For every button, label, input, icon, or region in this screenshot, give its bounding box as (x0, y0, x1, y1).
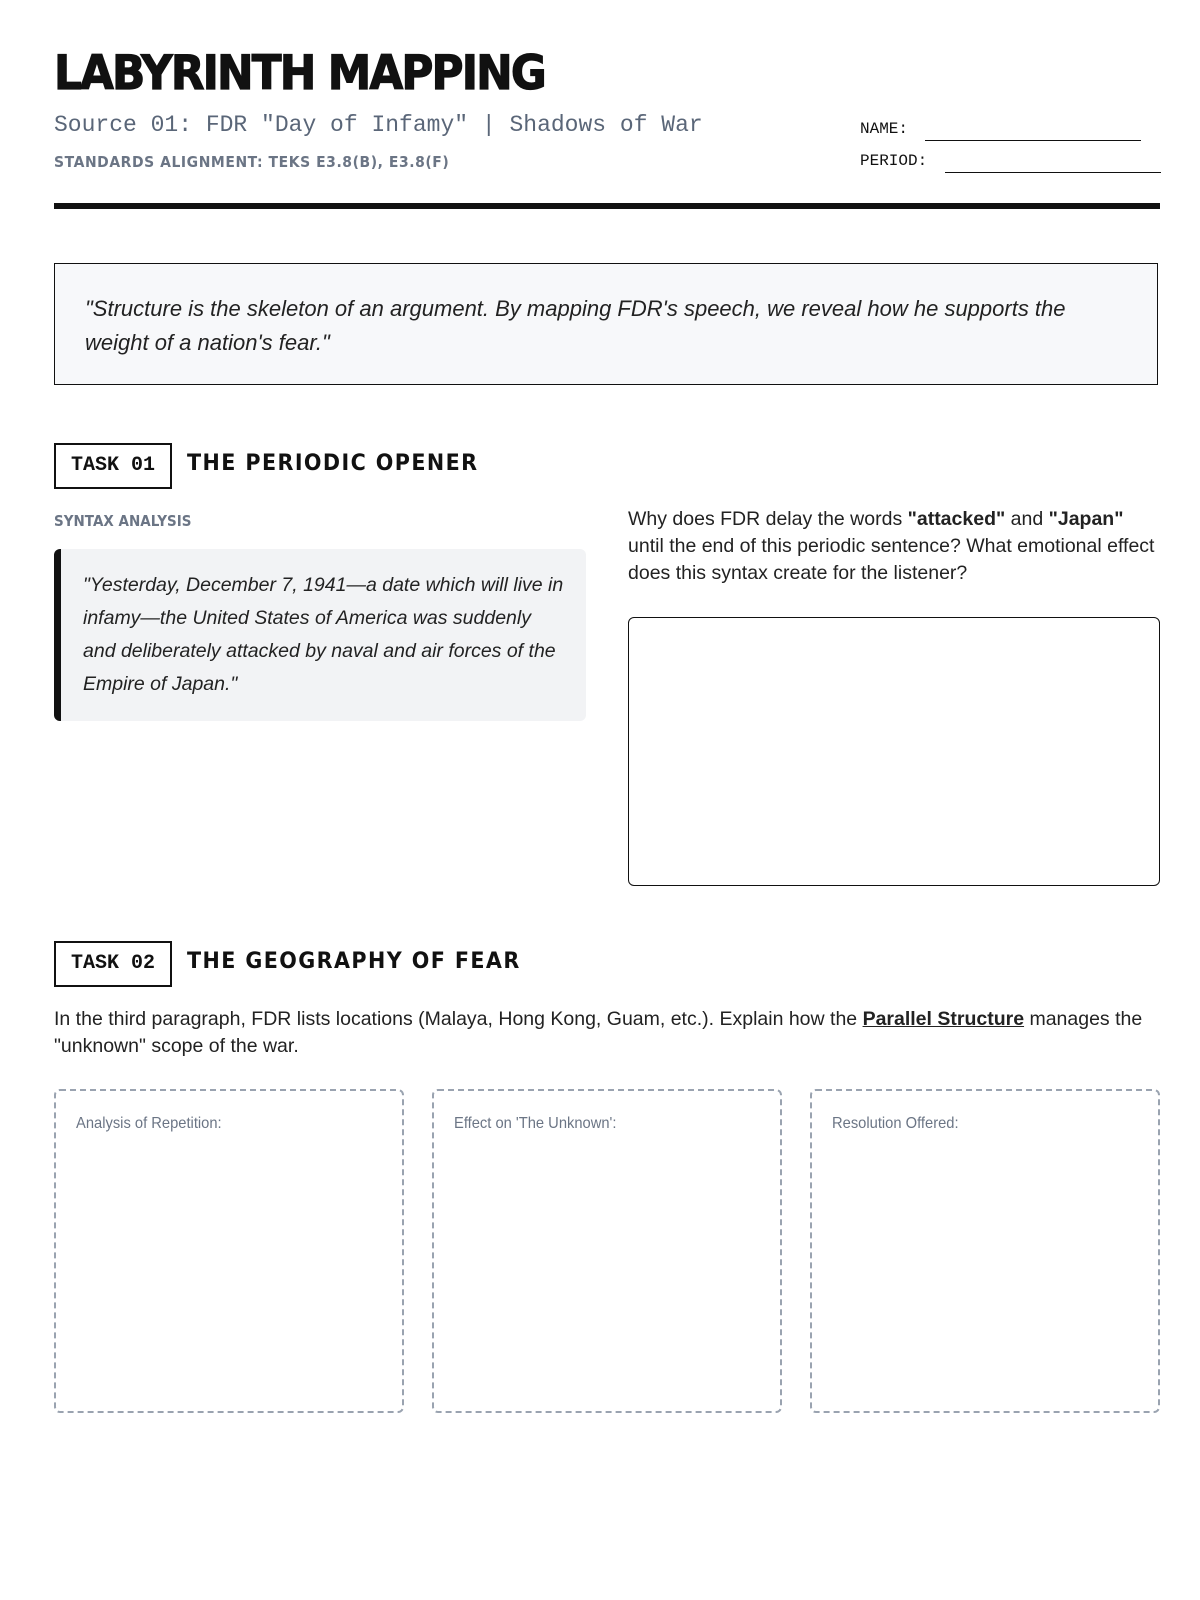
epigraph-box (54, 263, 1158, 385)
task-01-badge: TASK 01 (54, 443, 172, 489)
worksheet-title: LABYRINTH MAPPING (54, 46, 545, 101)
repetition-analysis-box[interactable] (54, 1089, 404, 1413)
fdr-quote-block (54, 549, 586, 721)
header (54, 0, 1160, 212)
source-subtitle: Source 01: FDR "Day of Infamy" | Shadows of War (54, 112, 703, 138)
header-divider (54, 203, 1160, 209)
task-01-title: THE PERIODIC OPENER (187, 451, 479, 476)
task-01-answer-box[interactable] (628, 617, 1160, 886)
fdr-quote-text: "Yesterday, December 7, 1941—a date which will live in infamy—the United States of America was suddenly and deliberately attacked by naval and air forces of the Empire of Japan." (83, 574, 564, 695)
question-text: until the end of this periodic sentence? What emotional effect does this syntax create for the listener? (628, 535, 1155, 584)
repetition-analysis-label: Analysis of Repetition: (76, 1115, 222, 1132)
keyword-japan: "Japan" (1048, 508, 1124, 530)
worksheet-page (54, 0, 1160, 1132)
task-01-question (628, 506, 1163, 587)
question-text: Why does FDR delay the words (628, 508, 908, 530)
instruction-text: manages the "unknown" scope of the war. (54, 1008, 1143, 1057)
task-02-instruction (54, 1006, 1164, 1060)
instruction-text: In the third paragraph, FDR lists locations (Malaya, Hong Kong, Guam, etc.). Explain how the (54, 1008, 863, 1030)
task-02-title: THE GEOGRAPHY OF FEAR (187, 949, 521, 974)
epigraph-text: "Structure is the skeleton of an argument. By mapping FDR's speech, we reveal how he supports the weight of a nation's fear." (85, 296, 1066, 355)
task-02-badge: TASK 02 (54, 941, 172, 987)
unknown-effect-label: Effect on 'The Unknown': (454, 1115, 617, 1132)
standards-alignment: STANDARDS ALIGNMENT: TEKS E3.8(B), E3.8(F) (54, 153, 450, 171)
period-field[interactable] (945, 172, 1161, 173)
keyword-attacked: "attacked" (907, 508, 1006, 530)
unknown-effect-box[interactable] (432, 1089, 782, 1413)
resolution-box[interactable] (810, 1089, 1160, 1413)
question-text: and (1005, 508, 1049, 530)
resolution-label: Resolution Offered: (832, 1115, 959, 1132)
parallel-structure-term: Parallel Structure (862, 1008, 1025, 1030)
period-label: PERIOD: (860, 152, 928, 170)
name-label: NAME: (860, 120, 909, 138)
syntax-analysis-label: SYNTAX ANALYSIS (54, 512, 192, 530)
name-field[interactable] (925, 140, 1141, 141)
